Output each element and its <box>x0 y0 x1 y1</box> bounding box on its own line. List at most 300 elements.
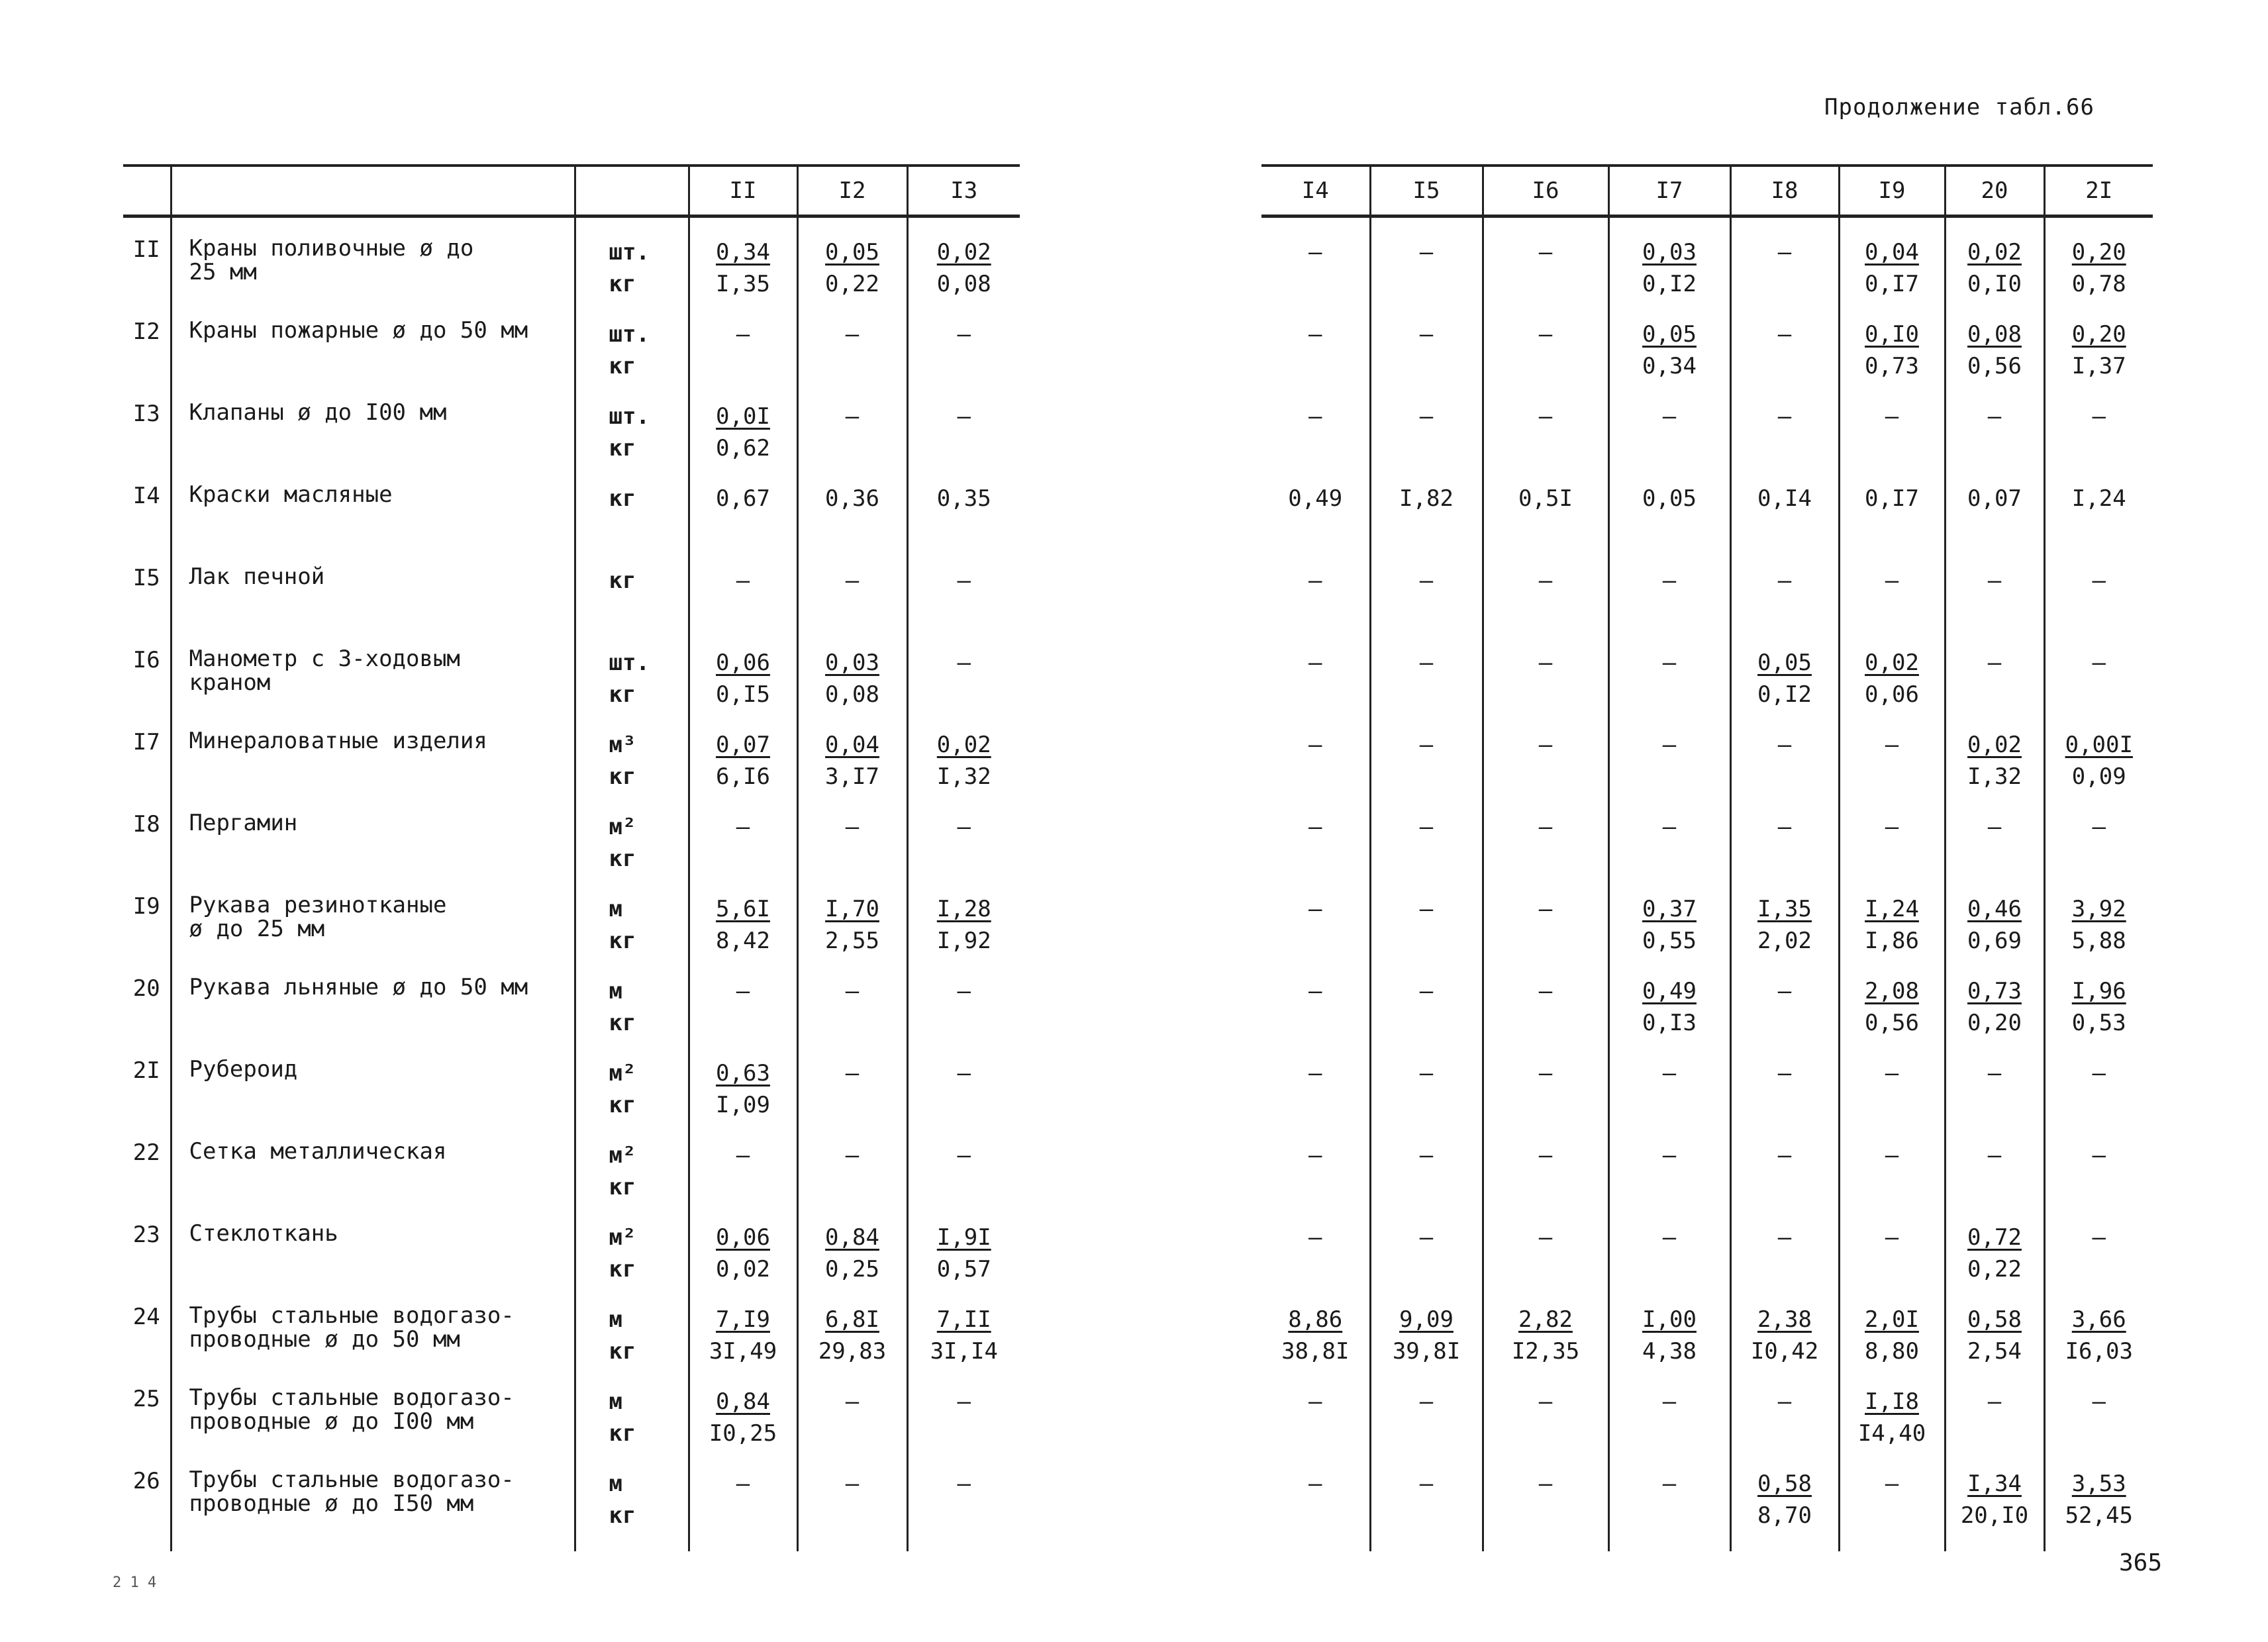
mass-value: 2,02 <box>1757 928 1812 954</box>
row-number: 26 <box>132 1468 160 1494</box>
quantity-value: 0,5I <box>1518 485 1573 512</box>
mass-value: 0,I5 <box>716 681 770 708</box>
mass-value: 3,I7 <box>825 763 879 790</box>
unit-secondary: кг <box>609 763 636 790</box>
mass-value: 0,08 <box>825 681 879 708</box>
table-row <box>123 1121 1020 1203</box>
value-cell <box>1483 957 1608 1039</box>
table-row <box>1261 1367 2153 1449</box>
quantity-value: – <box>845 1060 860 1087</box>
quantity-value: 0,49 <box>1288 485 1343 512</box>
quantity-value: – <box>1662 1471 1677 1497</box>
value-cell <box>1730 875 1839 957</box>
row-number: I2 <box>132 318 160 345</box>
value-cell <box>1839 546 1945 628</box>
quantity-value: – <box>957 814 971 840</box>
table-row <box>1261 957 2153 1039</box>
value-cell <box>1730 793 1839 875</box>
quantity-value: I,I8 <box>1865 1388 1919 1415</box>
value-cell <box>1839 464 1945 546</box>
value-cell <box>1945 300 2044 382</box>
mass-value: 0,56 <box>1865 1010 1919 1036</box>
value-cell <box>797 1039 907 1121</box>
table-row <box>123 793 1020 875</box>
quantity-value: – <box>2092 1388 2106 1415</box>
quantity-value: I,9I <box>936 1224 991 1251</box>
value-cell <box>1945 628 2044 710</box>
quantity-value: – <box>1662 1142 1677 1169</box>
value-cell <box>1370 710 1483 793</box>
mass-value: I2,35 <box>1511 1338 1580 1365</box>
quantity-value: 3,92 <box>2071 896 2126 922</box>
value-cell <box>797 628 907 710</box>
value-cell <box>1608 1449 1730 1551</box>
quantity-value: 0,49 <box>1642 978 1697 1004</box>
value-cell <box>1370 382 1483 464</box>
value-cell <box>1483 1039 1608 1121</box>
column-header: I8 <box>1730 166 1839 217</box>
quantity-value: – <box>1308 1060 1322 1087</box>
value-cell <box>1483 875 1608 957</box>
header-number <box>123 166 171 217</box>
table-row <box>1261 300 2153 382</box>
quantity-value: – <box>1308 1142 1322 1169</box>
unit-cell <box>575 300 689 382</box>
mass-value: I,32 <box>1967 763 2022 790</box>
value-cell <box>1608 1203 1730 1285</box>
value-cell <box>1370 1367 1483 1449</box>
quantity-value: 0,02 <box>1967 732 2022 758</box>
unit-primary: кг <box>609 485 636 512</box>
table-row <box>123 300 1020 382</box>
table-row <box>123 628 1020 710</box>
value-cell <box>1730 1121 1839 1203</box>
quantity-value: 0,35 <box>936 485 991 512</box>
value-cell <box>1608 464 1730 546</box>
quantity-value: 0,72 <box>1967 1224 2022 1251</box>
unit-cell <box>575 1121 689 1203</box>
value-cell <box>907 875 1020 957</box>
quantity-value: – <box>736 321 750 348</box>
quantity-value: – <box>1538 814 1553 840</box>
quantity-value: – <box>957 1388 971 1415</box>
value-cell <box>1483 1203 1608 1285</box>
mass-value: I6,03 <box>2065 1338 2133 1365</box>
value-cell <box>689 710 797 793</box>
unit-secondary: кг <box>609 845 636 872</box>
mass-value: 5,88 <box>2071 928 2126 954</box>
quantity-value: 0,36 <box>825 485 879 512</box>
quantity-value: 0,34 <box>716 239 770 266</box>
value-cell <box>1945 217 2044 301</box>
value-cell <box>689 957 797 1039</box>
unit-cell <box>575 546 689 628</box>
quantity-value: – <box>1419 978 1434 1004</box>
quantity-value: 0,02 <box>1967 239 2022 266</box>
value-cell <box>689 1285 797 1367</box>
quantity-value: 7,II <box>936 1306 991 1333</box>
value-cell <box>2044 1039 2153 1121</box>
material-name: Лак печной <box>171 546 575 628</box>
material-name: Трубы стальные водогазо- проводные ø до 50 мм <box>171 1285 575 1367</box>
value-cell <box>1261 1039 1370 1121</box>
value-cell <box>907 957 1020 1039</box>
unit-cell <box>575 382 689 464</box>
value-cell <box>907 628 1020 710</box>
quantity-value: – <box>845 1388 860 1415</box>
value-cell <box>907 1203 1020 1285</box>
unit-primary: м² <box>609 1142 636 1169</box>
quantity-value: – <box>1777 567 1792 594</box>
column-header: I4 <box>1261 166 1370 217</box>
value-cell <box>1608 217 1730 301</box>
value-cell <box>689 1203 797 1285</box>
value-cell <box>1483 628 1608 710</box>
value-cell <box>797 1449 907 1551</box>
table-row <box>1261 875 2153 957</box>
mass-value: I0,25 <box>709 1420 777 1447</box>
value-cell <box>1608 1039 1730 1121</box>
value-cell <box>1261 710 1370 793</box>
material-name: Минераловатные изделия <box>171 710 575 793</box>
table-row <box>1261 546 2153 628</box>
value-cell <box>1945 464 2044 546</box>
value-cell <box>1608 546 1730 628</box>
unit-secondary: кг <box>609 353 636 379</box>
quantity-value: – <box>1777 814 1792 840</box>
quantity-value: 3,66 <box>2071 1306 2126 1333</box>
quantity-value: I,28 <box>936 896 991 922</box>
quantity-value: 0,02 <box>936 239 991 266</box>
quantity-value: 8,86 <box>1288 1306 1343 1333</box>
value-cell <box>1730 1039 1839 1121</box>
quantity-value: – <box>2092 1224 2106 1251</box>
value-cell <box>1945 546 2044 628</box>
value-cell <box>907 464 1020 546</box>
value-cell <box>1945 1449 2044 1551</box>
quantity-value: – <box>1308 239 1322 266</box>
quantity-value: – <box>1419 321 1434 348</box>
quantity-value: 0,46 <box>1967 896 2022 922</box>
mass-value: 0,I2 <box>1757 681 1812 708</box>
value-cell <box>1261 628 1370 710</box>
material-name: Стеклоткань <box>171 1203 575 1285</box>
value-cell <box>797 957 907 1039</box>
value-cell <box>1730 546 1839 628</box>
quantity-value: – <box>957 978 971 1004</box>
quantity-value: 0,04 <box>1865 239 1919 266</box>
quantity-value: – <box>1777 239 1792 266</box>
value-cell <box>1608 1367 1730 1449</box>
value-cell <box>797 464 907 546</box>
value-cell <box>907 1449 1020 1551</box>
quantity-value: 0,73 <box>1967 978 2022 1004</box>
mass-value: 52,45 <box>2065 1502 2133 1529</box>
column-header: I5 <box>1370 166 1483 217</box>
unit-cell <box>575 875 689 957</box>
value-cell <box>689 382 797 464</box>
quantity-value: – <box>1308 321 1322 348</box>
unit-cell <box>575 1039 689 1121</box>
mass-value: 3I,I4 <box>930 1338 998 1365</box>
mass-value: I0,42 <box>1750 1338 1819 1365</box>
unit-primary: шт. <box>609 650 650 676</box>
table-row <box>123 957 1020 1039</box>
value-cell <box>1608 1285 1730 1367</box>
table-row <box>1261 464 2153 546</box>
unit-primary: м <box>609 1306 622 1333</box>
quantity-value: – <box>1538 321 1553 348</box>
table-row <box>123 875 1020 957</box>
value-cell <box>1261 300 1370 382</box>
quantity-value: – <box>1987 567 2002 594</box>
value-cell <box>797 875 907 957</box>
unit-secondary: кг <box>609 928 636 954</box>
quantity-value: – <box>1538 1142 1553 1169</box>
quantity-value: 2,82 <box>1518 1306 1573 1333</box>
value-cell <box>1945 382 2044 464</box>
header-material <box>171 166 575 217</box>
value-cell <box>689 1367 797 1449</box>
quantity-value: – <box>1987 814 2002 840</box>
value-cell <box>1370 464 1483 546</box>
unit-primary: м³ <box>609 732 636 758</box>
value-cell <box>1945 1367 2044 1449</box>
row-number: 23 <box>132 1222 160 1248</box>
mass-value: 0,53 <box>2071 1010 2126 1036</box>
quantity-value: I,82 <box>1399 485 1454 512</box>
quantity-value: 0,02 <box>936 732 991 758</box>
table-row <box>1261 1285 2153 1367</box>
value-cell <box>1370 1203 1483 1285</box>
value-cell <box>1730 464 1839 546</box>
quantity-value: 0,03 <box>825 650 879 676</box>
unit-cell <box>575 464 689 546</box>
quantity-value: 0,05 <box>1642 321 1697 348</box>
row-number: II <box>132 236 160 263</box>
quantity-value: – <box>1662 1224 1677 1251</box>
mass-value: 0,20 <box>1967 1010 2022 1036</box>
quantity-value: – <box>2092 567 2106 594</box>
value-cell <box>1370 793 1483 875</box>
column-header: I9 <box>1839 166 1945 217</box>
material-name: Краны поливочные ø до 25 мм <box>171 217 575 301</box>
column-header: I2 <box>797 166 907 217</box>
quantity-value: – <box>1538 1060 1553 1087</box>
row-number: 24 <box>132 1304 160 1330</box>
column-header: I6 <box>1483 166 1608 217</box>
quantity-value: 2,0I <box>1865 1306 1919 1333</box>
value-cell <box>1483 1285 1608 1367</box>
quantity-value: – <box>1538 650 1553 676</box>
value-cell <box>907 1285 1020 1367</box>
quantity-value: – <box>1308 403 1322 430</box>
value-cell <box>797 793 907 875</box>
value-cell <box>1370 546 1483 628</box>
value-cell <box>689 1449 797 1551</box>
mass-value: 0,06 <box>1865 681 1919 708</box>
quantity-value: – <box>1662 650 1677 676</box>
quantity-value: 0,20 <box>2071 239 2126 266</box>
table-row <box>123 710 1020 793</box>
quantity-value: 0,84 <box>716 1388 770 1415</box>
value-cell <box>1608 875 1730 957</box>
material-name: Краски масляные <box>171 464 575 546</box>
quantity-value: – <box>845 567 860 594</box>
value-cell <box>1483 546 1608 628</box>
quantity-value: 0,I0 <box>1865 321 1919 348</box>
quantity-value: – <box>2092 403 2106 430</box>
quantity-value: I,00 <box>1642 1306 1697 1333</box>
value-cell <box>2044 1449 2153 1551</box>
quantity-value: 0,00I <box>2065 732 2133 758</box>
row-number: I4 <box>132 483 160 509</box>
unit-secondary: кг <box>609 271 636 297</box>
mass-value: 2,54 <box>1967 1338 2022 1365</box>
quantity-value: 0,20 <box>2071 321 2126 348</box>
value-cell <box>907 1367 1020 1449</box>
value-cell <box>797 217 907 301</box>
quantity-value: – <box>1419 1388 1434 1415</box>
table-row <box>123 1039 1020 1121</box>
table-row <box>123 382 1020 464</box>
quantity-value: – <box>1662 403 1677 430</box>
quantity-value: I,24 <box>2071 485 2126 512</box>
value-cell <box>1261 217 1370 301</box>
value-cell <box>1945 875 2044 957</box>
value-cell <box>907 793 1020 875</box>
quantity-value: 0,0I <box>716 403 770 430</box>
quantity-value: 0,06 <box>716 1224 770 1251</box>
unit-primary: кг <box>609 567 636 594</box>
column-header: I7 <box>1608 166 1730 217</box>
quantity-value: – <box>957 1471 971 1497</box>
table-row <box>123 217 1020 301</box>
mass-value: 0,I7 <box>1865 271 1919 297</box>
quantity-value: – <box>1885 403 1899 430</box>
quantity-value: – <box>957 650 971 676</box>
consumption-table-right <box>1261 164 2153 1551</box>
mass-value: 0,62 <box>716 435 770 461</box>
unit-secondary: кг <box>609 681 636 708</box>
value-cell <box>797 300 907 382</box>
column-header: I3 <box>907 166 1020 217</box>
quantity-value: 0,05 <box>1757 650 1812 676</box>
mass-value: 0,I3 <box>1642 1010 1697 1036</box>
quantity-value: I,24 <box>1865 896 1919 922</box>
quantity-value: – <box>1538 239 1553 266</box>
quantity-value: – <box>1777 978 1792 1004</box>
quantity-value: – <box>1777 1060 1792 1087</box>
value-cell <box>1730 628 1839 710</box>
unit-secondary: кг <box>609 435 636 461</box>
quantity-value: – <box>845 978 860 1004</box>
value-cell <box>907 546 1020 628</box>
value-cell <box>689 300 797 382</box>
stray-page-mark: 2 1 4 <box>113 1574 157 1591</box>
value-cell <box>1730 1367 1839 1449</box>
quantity-value: 0,84 <box>825 1224 879 1251</box>
table-row <box>123 1367 1020 1449</box>
value-cell <box>1945 793 2044 875</box>
value-cell <box>797 1285 907 1367</box>
value-cell <box>1483 710 1608 793</box>
quantity-value: – <box>1538 567 1553 594</box>
value-cell <box>1945 957 2044 1039</box>
quantity-value: – <box>1419 1142 1434 1169</box>
quantity-value: – <box>1987 1388 2002 1415</box>
unit-primary: шт. <box>609 321 650 348</box>
value-cell <box>1839 1203 1945 1285</box>
value-cell <box>2044 628 2153 710</box>
value-cell <box>907 300 1020 382</box>
quantity-value: 0,58 <box>1757 1471 1812 1497</box>
unit-cell <box>575 1285 689 1367</box>
quantity-value: I,34 <box>1967 1471 2022 1497</box>
value-cell <box>1261 1203 1370 1285</box>
quantity-value: 0,05 <box>1642 485 1697 512</box>
value-cell <box>1608 628 1730 710</box>
quantity-value: – <box>845 814 860 840</box>
mass-value: 8,70 <box>1757 1502 1812 1529</box>
material-name: Пергамин <box>171 793 575 875</box>
unit-secondary <box>609 514 688 546</box>
value-cell <box>1839 1285 1945 1367</box>
mass-value: I,32 <box>936 763 991 790</box>
quantity-value: I,35 <box>1757 896 1812 922</box>
quantity-value: 0,67 <box>716 485 770 512</box>
value-cell <box>1839 710 1945 793</box>
value-cell <box>1945 1039 2044 1121</box>
table-row <box>1261 217 2153 301</box>
unit-cell <box>575 628 689 710</box>
quantity-value: 6,8I <box>825 1306 879 1333</box>
row-number: 22 <box>132 1139 160 1166</box>
unit-primary: м² <box>609 1224 636 1251</box>
unit-primary: м² <box>609 814 636 840</box>
value-cell <box>1261 957 1370 1039</box>
value-cell <box>1730 217 1839 301</box>
quantity-value: – <box>1662 732 1677 758</box>
quantity-value: – <box>1538 1224 1553 1251</box>
table-row <box>123 464 1020 546</box>
quantity-value: – <box>1987 650 2002 676</box>
value-cell <box>1730 1449 1839 1551</box>
quantity-value: – <box>736 978 750 1004</box>
quantity-value: 0,58 <box>1967 1306 2022 1333</box>
quantity-value: – <box>1538 732 1553 758</box>
unit-primary: м <box>609 1471 622 1497</box>
mass-value: 0,69 <box>1967 928 2022 954</box>
column-header: II <box>689 166 797 217</box>
quantity-value: 0,37 <box>1642 896 1697 922</box>
mass-value: I4,40 <box>1857 1420 1926 1447</box>
value-cell <box>689 793 797 875</box>
quantity-value: 0,02 <box>1865 650 1919 676</box>
value-cell <box>2044 1367 2153 1449</box>
mass-value: I,37 <box>2071 353 2126 379</box>
value-cell <box>1483 382 1608 464</box>
value-cell <box>1370 1121 1483 1203</box>
mass-value: 2,55 <box>825 928 879 954</box>
quantity-value: – <box>957 321 971 348</box>
unit-secondary <box>609 597 688 628</box>
row-number: 20 <box>132 975 160 1002</box>
mass-value: 0,25 <box>825 1256 879 1282</box>
quantity-value: – <box>1308 978 1322 1004</box>
value-cell <box>1839 382 1945 464</box>
quantity-value: – <box>1885 1142 1899 1169</box>
